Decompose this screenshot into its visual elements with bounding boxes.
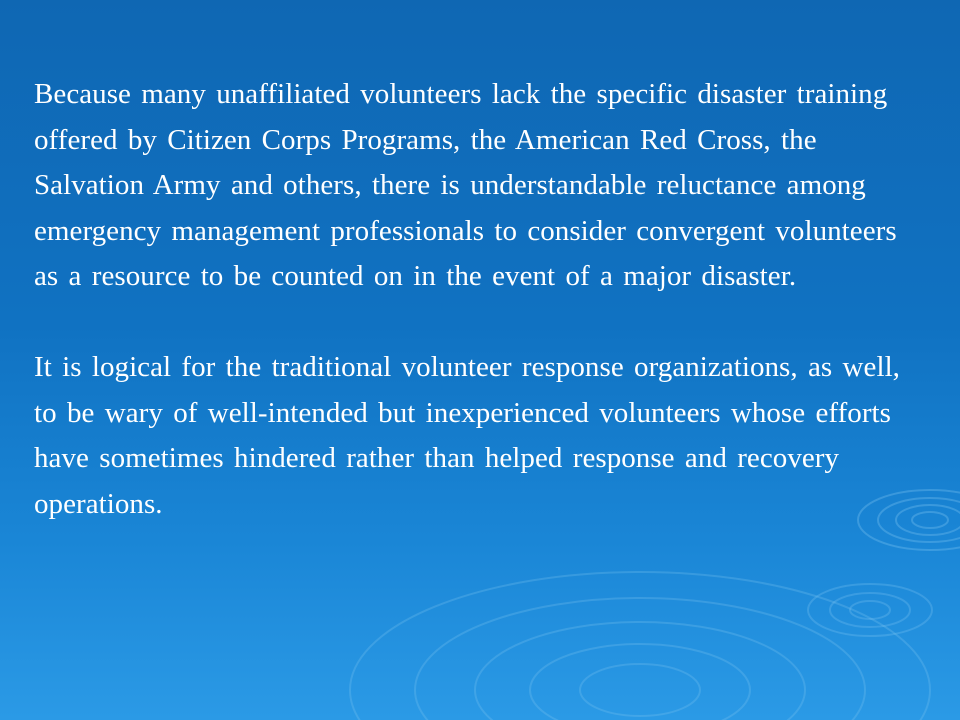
paragraph-volunteer-training: Because many unaffiliated volunteers lack the specific disaster training offered by Citizen Corps Programs, the American Red Cross, the Salvation Army and others, there is understandable reluctance among emergency management professionals to consider convergent volunteers as a resource to be counted on in the event of a major disaster. <box>34 78 897 292</box>
paragraph-response-organizations: It is logical for the traditional volunteer response organizations, as well, to be wary of well-intended but inexperienced volunteers whose efforts have sometimes hindered rather than helped response and recovery operations. <box>34 351 900 520</box>
ripple-ring-group-bottom <box>350 572 930 720</box>
ripple-ring-group-small <box>808 584 932 636</box>
slide-body <box>34 72 924 527</box>
